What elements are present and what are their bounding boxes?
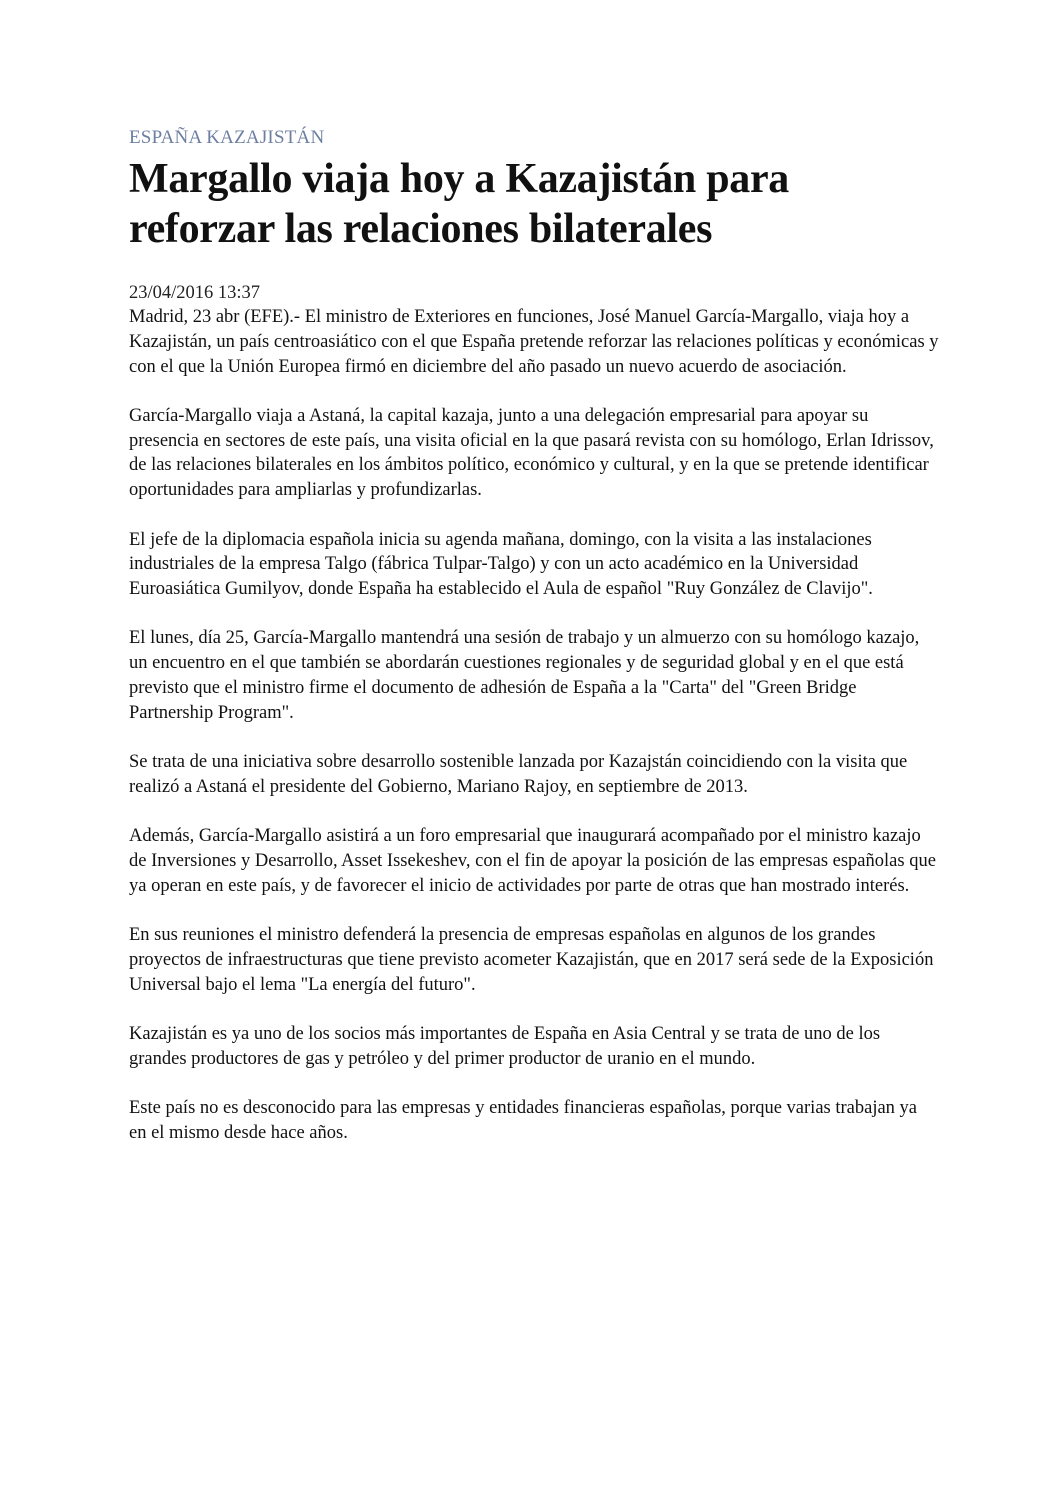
publish-timestamp: 23/04/2016 13:37 xyxy=(129,283,261,303)
title-line-1: Margallo viaja hoy a Kazajistán para xyxy=(129,156,789,202)
paragraph: El jefe de la diplomacia española inicia su agenda mañana, domingo, con la visita a las instalaciones industriales de la empresa Talgo (fábrica Tulpar-Talgo) y con un acto académico en la Universidad Euroasiática Gumilyov, donde España ha establecido el Aula de español "Ruy González de Clavijo". xyxy=(129,529,873,600)
article xyxy=(129,126,939,1170)
paragraph: En sus reuniones el ministro defenderá la presencia de empresas españolas en algunos de los grandes proyectos de infraestructuras que tiene previsto acometer Kazajistán, que en 2017 será sede de la Exposición Universal bajo el lema "La energía del futuro". xyxy=(129,925,934,995)
section-kicker: ESPAÑA KAZAJISTÁN xyxy=(129,127,325,148)
paragraph: Este país no es desconocido para las empresas y entidades financieras españolas, porque varias trabajan ya en el mismo desde hace años. xyxy=(129,1098,918,1143)
paragraph: Además, García-Margallo asistirá a un foro empresarial que inaugurará acompañado por el ministro kazajo de Inversiones y Desarrollo, Asset Issekeshev, con el fin de apoyar la posición de las empresas españolas que ya operan en este país, y de favorecer el inicio de actividades por parte de otras que han mostrado interés. xyxy=(129,826,936,896)
title-line-2: reforzar las relaciones bilaterales xyxy=(129,206,713,252)
paragraph: Madrid, 23 abr (EFE).- El ministro de Exteriores en funciones, José Manuel García-Margallo, viaja hoy a Kazajistán, un país centroasiático con el que España pretende reforzar las relaciones políticas y económicas y con el que la Unión Europea firmó en diciembre del año pasado un nuevo acuerdo de asociación. xyxy=(129,307,939,377)
paragraph: Kazajistán es ya uno de los socios más importantes de España en Asia Central y se trata de uno de los grandes productores de gas y petróleo y del primer productor de uranio en el mundo. xyxy=(129,1024,881,1069)
page-title xyxy=(129,154,939,254)
paragraph: El lunes, día 25, García-Margallo mantendrá una sesión de trabajo y un almuerzo con su homólogo kazajo, un encuentro en el que también se abordarán cuestiones regionales y de seguridad global y en el que está previsto que el ministro firme el documento de adhesión de España a la "Carta" del "Green Bridge Partnership Program". xyxy=(129,628,920,723)
paragraph: Se trata de una iniciativa sobre desarrollo sostenible lanzada por Kazajstán coincidiendo con la visita que realizó a Astaná el presidente del Gobierno, Mariano Rajoy, en septiembre de 2013. xyxy=(129,752,908,797)
paragraph: García-Margallo viaja a Astaná, la capital kazaja, junto a una delegación empresarial para apoyar su presencia en sectores de este país, una visita oficial en la que pasará revista con su homólogo, Erlan Idrissov, de las relaciones bilaterales en los ámbitos político, económico y cultural, y en la que se pretende identificar oportunidades para ampliarlas y profundizarlas. xyxy=(129,405,934,501)
article-body xyxy=(129,305,939,1146)
